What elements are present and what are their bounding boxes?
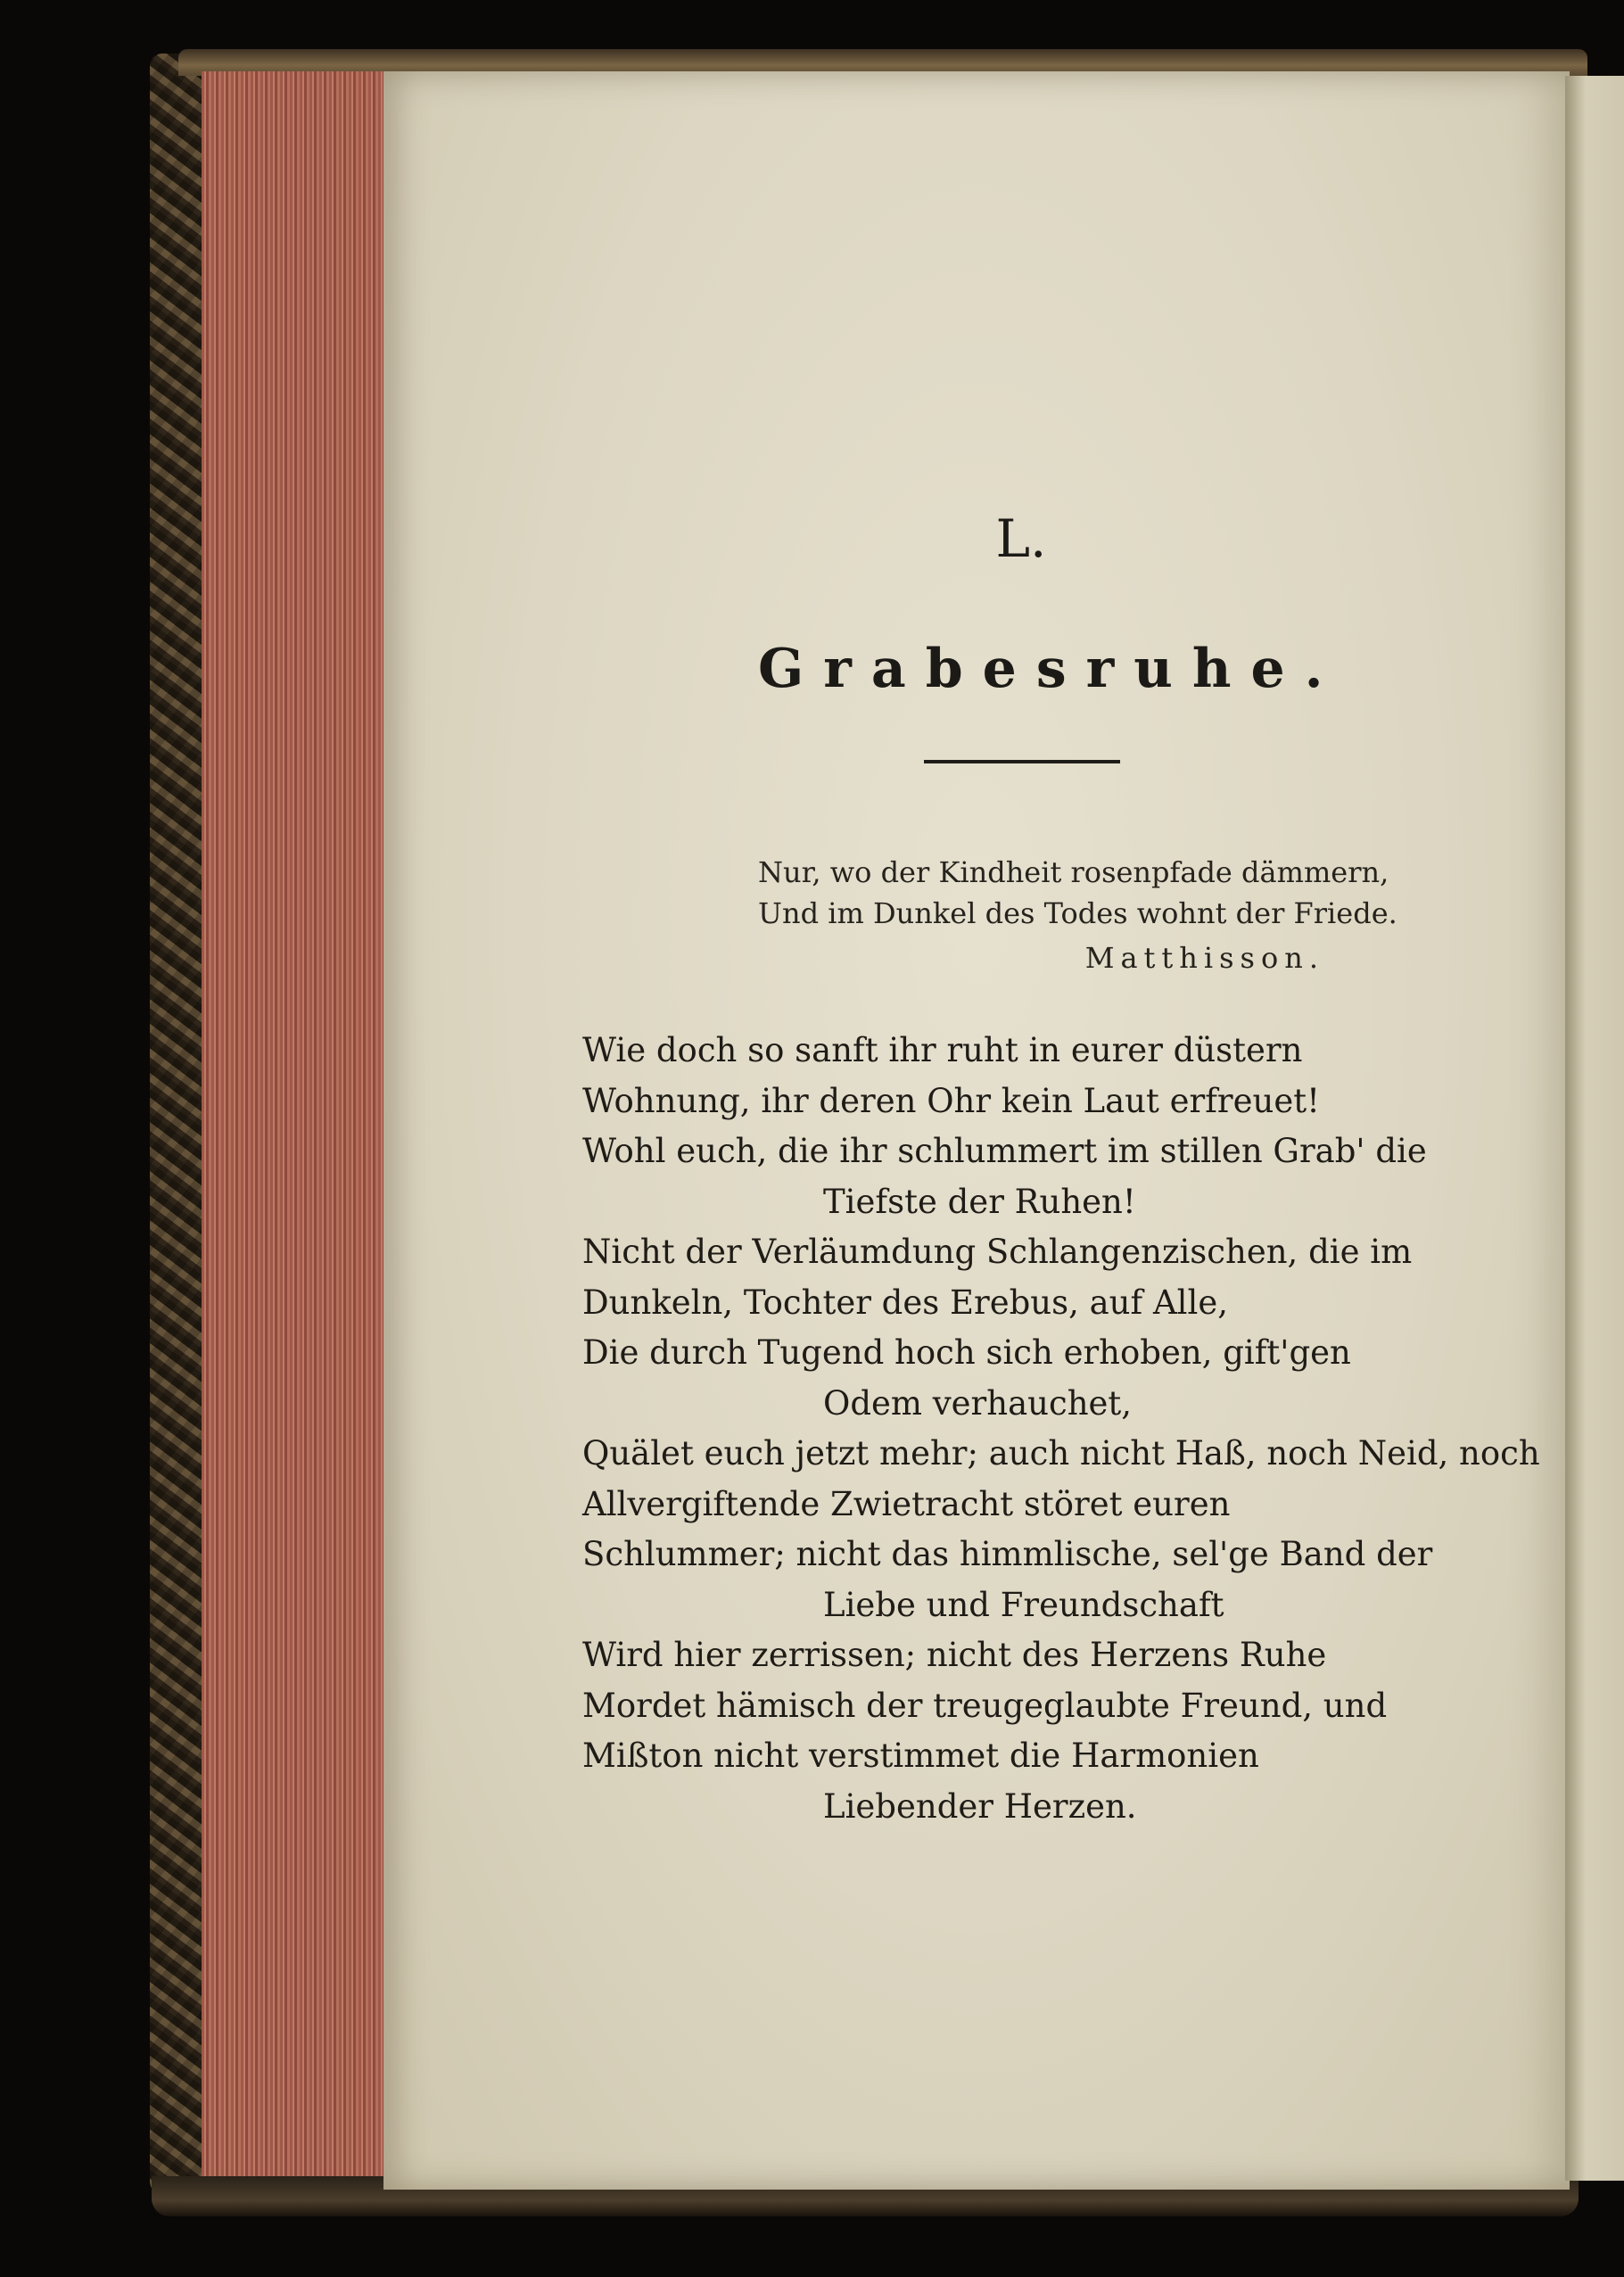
chapter-numeral: L. [995,508,1047,569]
poem-line: Mißton nicht verstimmet die Harmonien [582,1737,1259,1775]
poem-line: Dunkeln, Tochter des Erebus, auf Alle, [582,1283,1229,1322]
epigraph-line: Und im Dunkel des Todes wohnt der Friede. [758,896,1397,930]
poem-line: Wohl euch, die ihr schlummert im stillen Grab' die [582,1132,1427,1170]
epigraph-line: Nur, wo der Kindheit rosenpfade dämmern, [758,855,1389,889]
poem-line: Wohnung, ihr deren Ohr kein Laut erfreuet! [582,1081,1320,1120]
poem-line: Nicht der Verläumdung Schlangenzischen, die im [582,1233,1413,1271]
poem-title: Grabesruhe. [758,638,1343,700]
epigraph [758,852,1418,978]
epigraph-author: Matthisson. [1084,941,1324,975]
poem-body [582,1026,1540,1832]
poem-line: Mordet hämisch der treugeglaubte Freund, und [582,1686,1388,1725]
poem-line: Wie doch so sanft ihr ruht in eurer düstern [582,1031,1303,1069]
poem-line: Tiefste der Ruhen! [823,1182,1136,1221]
poem-line: Schlummer; nicht das himmlische, sel'ge Band der [582,1535,1433,1573]
poem-line: Odem verhauchet, [823,1383,1133,1423]
poem-line: Die durch Tugend hoch sich erhoben, gift'gen [582,1333,1351,1372]
poem-line: Allvergiftende Zwietracht störet euren [582,1484,1231,1523]
poem-line: Quälet euch jetzt mehr; auch nicht Haß, noch Neid, noch [582,1434,1540,1473]
title-divider [924,760,1120,763]
poem-line: Liebe und Freundschaft [823,1585,1224,1624]
poem-line: Wird hier zerrissen; nicht des Herzens Ruhe [582,1636,1327,1674]
poem-line: Liebender Herzen. [823,1786,1137,1826]
